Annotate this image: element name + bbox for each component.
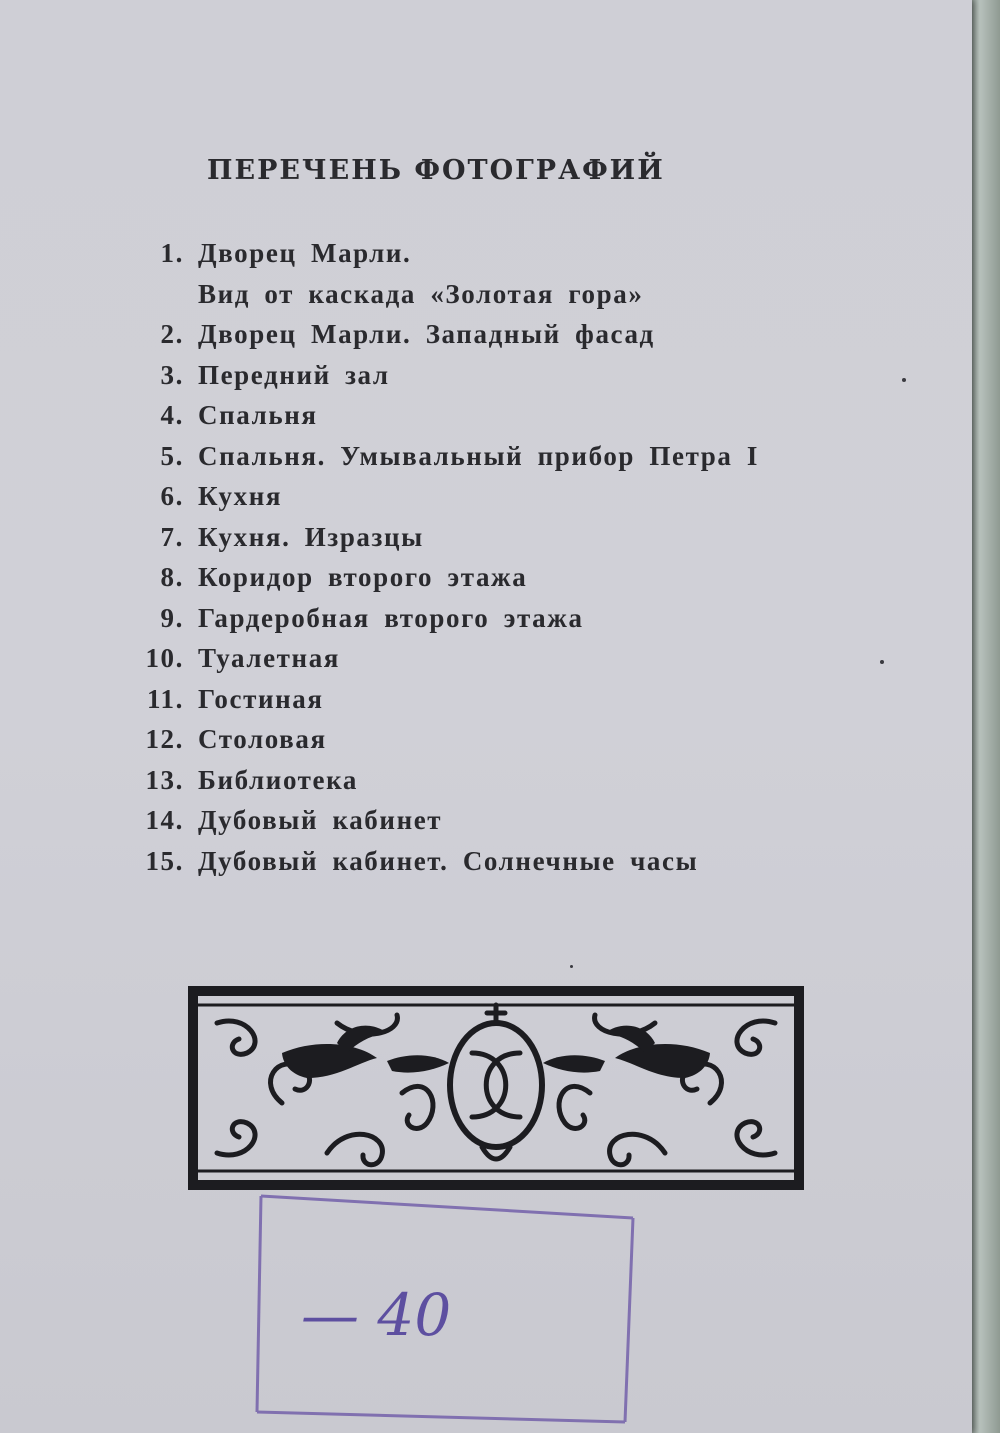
item-text: Кухня. Изразцы	[198, 521, 424, 552]
handwritten-price: — 40	[301, 1281, 452, 1349]
item-number: 12.	[145, 724, 184, 754]
item-text: Передний зал	[198, 359, 390, 390]
item-number: 7.	[160, 521, 184, 552]
item-number: 10.	[145, 643, 184, 673]
item-number: 6.	[160, 481, 184, 511]
item-number: 3.	[160, 359, 184, 390]
item-text: Кухня	[198, 481, 283, 511]
item-number: 15.	[145, 845, 184, 876]
item-text: Коридор второго этажа	[198, 562, 528, 592]
item-text: Гардеробная второго этажа	[198, 602, 584, 633]
item-number: 8.	[160, 562, 184, 592]
item-text: Дубовый кабинет	[198, 805, 443, 835]
item-text: Туалетная	[198, 643, 341, 673]
item-number: 2.	[160, 319, 184, 349]
item-text-continued: Вид от каскада «Золотая гора»	[198, 279, 644, 309]
paper-speck	[570, 965, 573, 968]
item-number: 9.	[160, 602, 184, 633]
item-text: Библиотека	[198, 764, 358, 795]
item-number: 5.	[160, 440, 184, 471]
item-number: 11.	[146, 683, 184, 714]
item-number: 14.	[145, 805, 184, 835]
wrought-iron-ornament	[187, 983, 805, 1191]
item-text: Спальня. Умывальный прибор Петра I	[198, 440, 759, 471]
page-title: ПЕРЕЧЕНЬ ФОТОГРАФИЙ	[207, 155, 665, 186]
item-number: 1.	[160, 238, 184, 268]
item-text: Дубовый кабинет. Солнечные часы	[198, 845, 699, 876]
item-text: Столовая	[198, 724, 327, 754]
item-text: Дворец Марли.	[198, 238, 412, 268]
item-number: 4.	[160, 400, 184, 430]
item-text: Дворец Марли. Западный фасад	[198, 319, 655, 349]
item-text: Гостиная	[198, 683, 324, 714]
paper-speck	[902, 378, 906, 382]
paper-speck	[880, 660, 884, 664]
item-number: 13.	[145, 764, 184, 795]
item-text: Спальня	[198, 400, 318, 430]
price-stamp	[253, 1190, 638, 1428]
